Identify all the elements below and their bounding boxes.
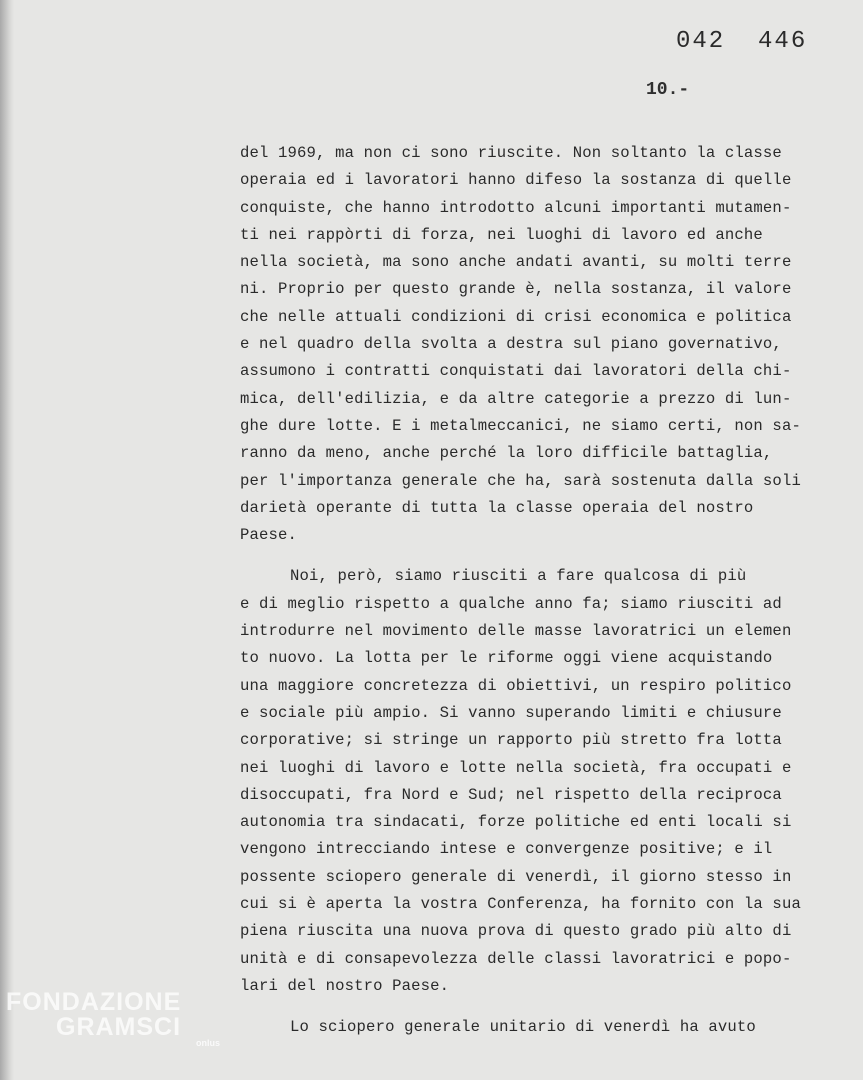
- watermark-line-1: FONDAZIONE: [6, 988, 182, 1016]
- text-line: del 1969, ma non ci sono riuscite. Non soltanto la classe: [240, 144, 782, 162]
- watermark-line-2: GRAMSCI: [56, 1013, 182, 1041]
- text-line: che nelle attuali condizioni di crisi economica e politica: [240, 307, 792, 326]
- text-line: cui si è aperta la vostra Conferenza, ha fornito con la sua: [240, 895, 801, 914]
- watermark-line-3: onlus: [196, 1038, 220, 1048]
- text-line: ni. Proprio per questo grande è, nella sostanza, il valore: [240, 280, 792, 299]
- text-line: lari del nostro Paese.: [240, 976, 450, 995]
- text-line: Lo sciopero generale unitario di venerdì ha avuto: [290, 1018, 756, 1037]
- text-line: possente sciopero generale di venerdì, il giorno stesso in: [240, 867, 792, 886]
- text-line: Noi, però, siamo riusciti a fare qualcosa di più: [290, 567, 747, 586]
- paragraph-3: [240, 1014, 850, 1041]
- text-line: per l'importanza generale che ha, sarà sostenuta dalla soli: [240, 471, 801, 490]
- foundation-watermark: [6, 988, 220, 1048]
- text-line: piena riuscita una nuova prova di questo grado più alto di: [240, 922, 792, 941]
- text-line: ghe dure lotte. E i metalmeccanici, ne siamo certi, non sa-: [240, 416, 801, 435]
- text-line: autonomia tra sindacati, forze politiche ed enti locali si: [240, 813, 792, 832]
- text-line: vengono intrecciando intese e convergenze positive; e il: [240, 840, 773, 859]
- archive-number: 042 446: [676, 28, 808, 55]
- text-line: e di meglio rispetto a qualche anno fa; siamo riusciti ad: [240, 594, 782, 613]
- text-line: Paese.: [240, 526, 298, 545]
- text-line: operaia ed i lavoratori hanno difeso la sostanza di quelle: [240, 171, 792, 190]
- text-line: assumono i contratti conquistati dai lavoratori della chi-: [240, 362, 792, 381]
- text-line: nei luoghi di lavoro e lotte nella società, fra occupati e: [240, 758, 792, 777]
- text-line: ranno da meno, anche perché la loro difficile battaglia,: [240, 444, 773, 463]
- page-number: 10.-: [646, 80, 690, 100]
- text-line: darietà operante di tutta la classe operaia del nostro: [240, 498, 754, 517]
- text-line: ti nei rappòrti di forza, nei luoghi di lavoro ed anche: [240, 225, 763, 244]
- text-line: disoccupati, fra Nord e Sud; nel rispetto della reciproca: [240, 785, 782, 804]
- text-line: unità e di consapevolezza delle classi lavoratrici e popo-: [240, 949, 792, 968]
- text-line: mica, dell'edilizia, e da altre categorie a prezzo di lun-: [240, 389, 792, 408]
- paragraph-1: [240, 140, 850, 549]
- text-line: to nuovo. La lotta per le riforme oggi viene acquistando: [240, 649, 773, 668]
- page-edge-shadow: [0, 0, 14, 1080]
- text-line: una maggiore concretezza di obiettivi, un respiro politico: [240, 676, 792, 695]
- text-line: nella società, ma sono anche andati avanti, su molti terre: [240, 253, 792, 272]
- text-line: e sociale più ampio. Si vanno superando limiti e chiusure: [240, 703, 782, 722]
- text-line: conquiste, che hanno introdotto alcuni importanti mutamen-: [240, 198, 792, 217]
- text-line: introdurre nel movimento delle masse lavoratrici un elemen: [240, 622, 792, 641]
- text-line: e nel quadro della svolta a destra sul piano governativo,: [240, 335, 782, 354]
- paragraph-2: [240, 563, 850, 1000]
- typed-text-body: [240, 140, 850, 1042]
- text-line: corporative; si stringe un rapporto più stretto fra lotta: [240, 731, 782, 750]
